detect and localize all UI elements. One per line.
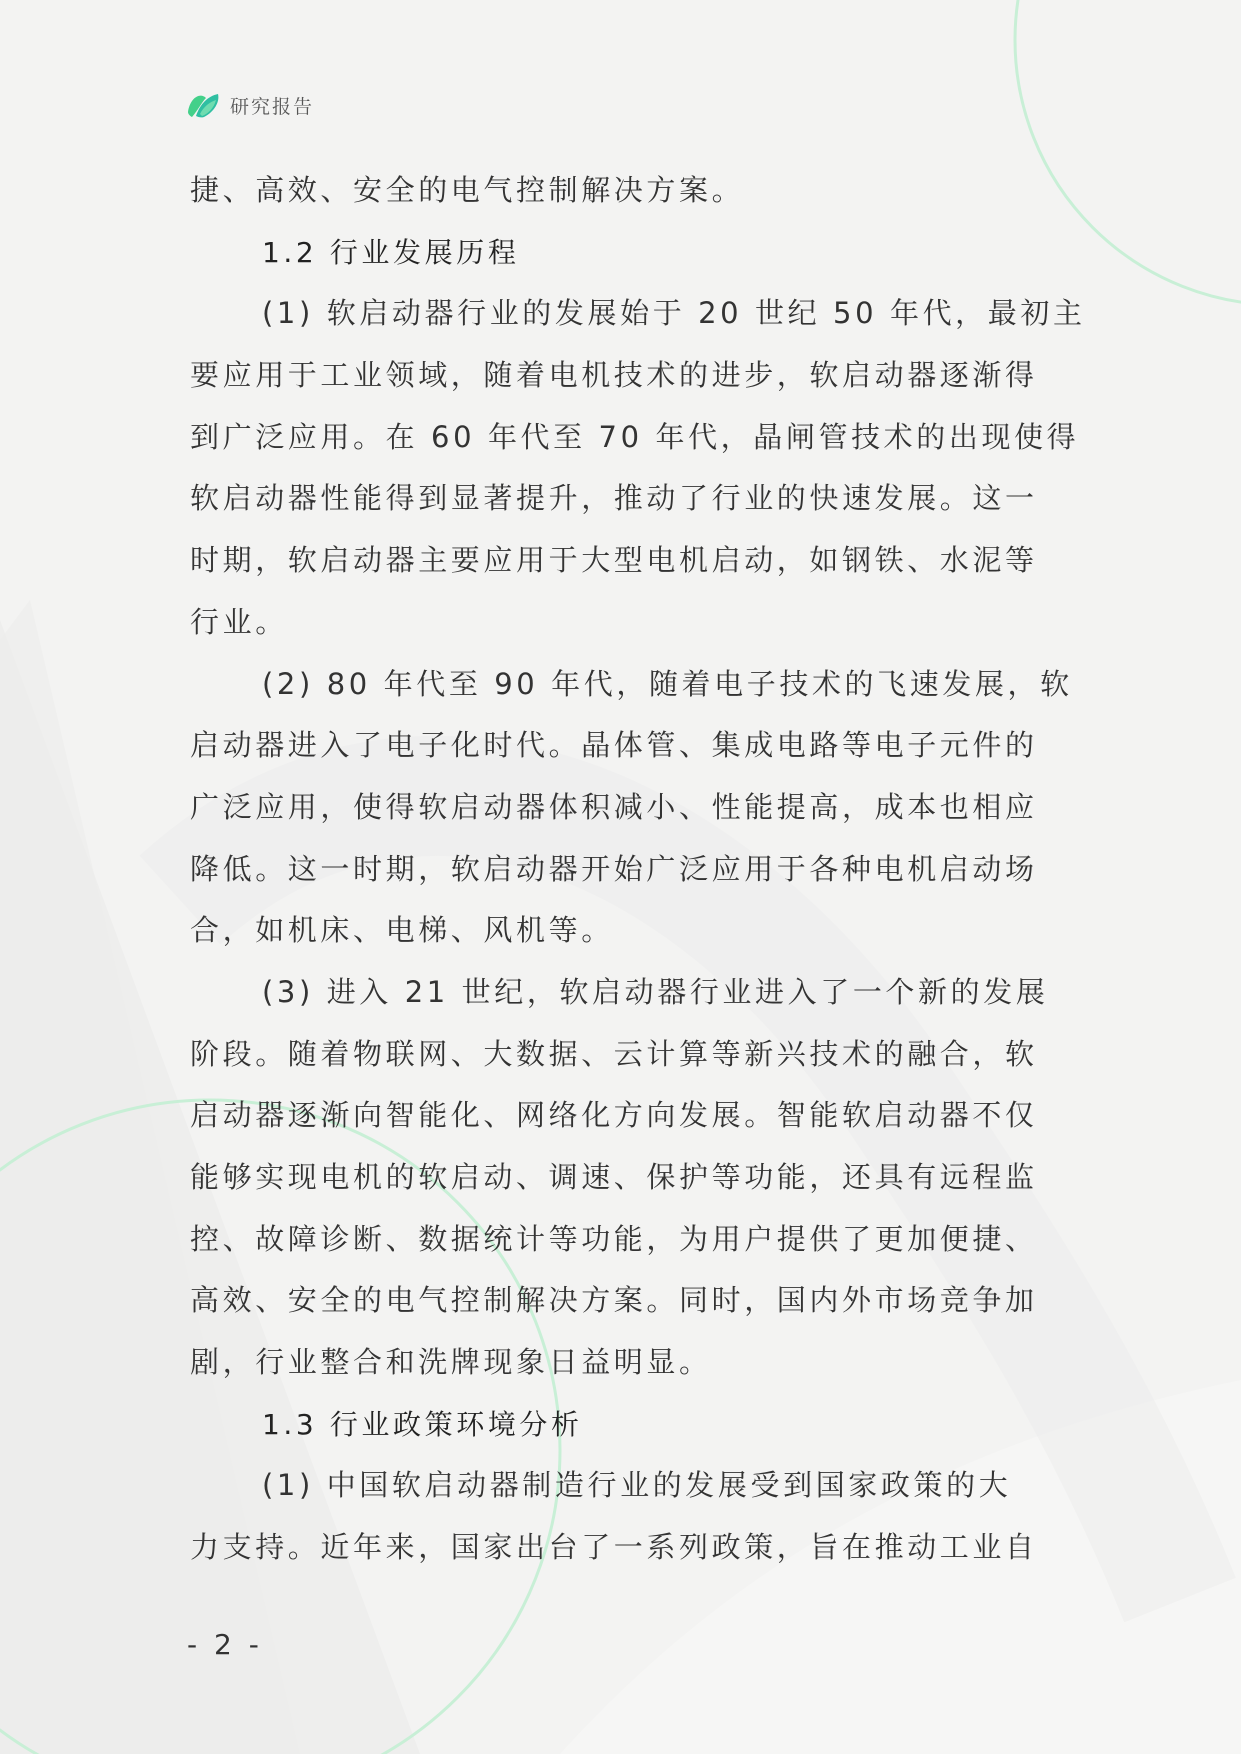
- text-line: 捷、高效、安全的电气控制解决方案。: [190, 173, 745, 207]
- paragraph-line: 阶段。随着物联网、大数据、云计算等新兴技术的融合，软: [190, 1036, 1038, 1071]
- paragraph-line: 能够实现电机的软启动、调速、保护等功能，还具有远程监: [190, 1160, 1038, 1194]
- paragraph-line: (1) 中国软启动器制造行业的发展受到国家政策的大: [262, 1468, 1012, 1503]
- paragraph-line: (3) 进入 21 世纪，软启动器行业进入了一个新的发展: [262, 974, 1049, 1009]
- paragraph-line: 时期，软启动器主要应用于大型电机启动，如钢铁、水泥等: [190, 543, 1038, 578]
- paragraph-line: 高效、安全的电气控制解决方案。同时，国内外市场竞争加: [190, 1283, 1038, 1318]
- paragraph-line: (1) 软启动器行业的发展始于 20 世纪 50 年代，最初主: [262, 296, 1086, 331]
- paragraph-line: 软启动器性能得到显著提升，推动了行业的快速发展。这一: [190, 481, 1038, 516]
- section-heading: 1.2 行业发展历程: [262, 235, 520, 269]
- paragraph-line: 控、故障诊断、数据统计等功能，为用户提供了更加便捷、: [190, 1221, 1038, 1256]
- paragraph-line: 到广泛应用。在 60 年代至 70 年代，晶闸管技术的出现使得: [190, 419, 1080, 454]
- report-header: [186, 88, 314, 122]
- report-title: 研究报告: [230, 95, 315, 118]
- page-number: - 2 -: [187, 1628, 263, 1661]
- leaf-logo-icon: [186, 90, 222, 120]
- paragraph-line: 降低。这一时期，软启动器开始广泛应用于各种电机启动场: [190, 851, 1038, 886]
- paragraph-line: 广泛应用，使得软启动器体积减小、性能提高，成本也相应: [190, 789, 1038, 824]
- paragraph-line: 合，如机床、电梯、风机等。: [190, 913, 614, 948]
- paragraph-line: 行业。: [190, 604, 288, 639]
- document-body: [190, 160, 1086, 1579]
- paragraph-line: 力支持。近年来，国家出台了一系列政策，旨在推动工业自: [190, 1530, 1038, 1565]
- paragraph-line: 启动器逐渐向智能化、网络化方向发展。智能软启动器不仅: [190, 1098, 1038, 1133]
- paragraph-line: 剧，行业整合和洗牌现象日益明显。: [190, 1345, 712, 1380]
- section-heading: 1.3 行业政策环境分析: [262, 1407, 583, 1441]
- paragraph-line: 启动器进入了电子化时代。晶体管、集成电路等电子元件的: [190, 728, 1038, 763]
- paragraph-line: (2) 80 年代至 90 年代，随着电子技术的飞速发展，软: [262, 666, 1073, 701]
- paragraph-line: 要应用于工业领域，随着电机技术的进步，软启动器逐渐得: [190, 358, 1038, 393]
